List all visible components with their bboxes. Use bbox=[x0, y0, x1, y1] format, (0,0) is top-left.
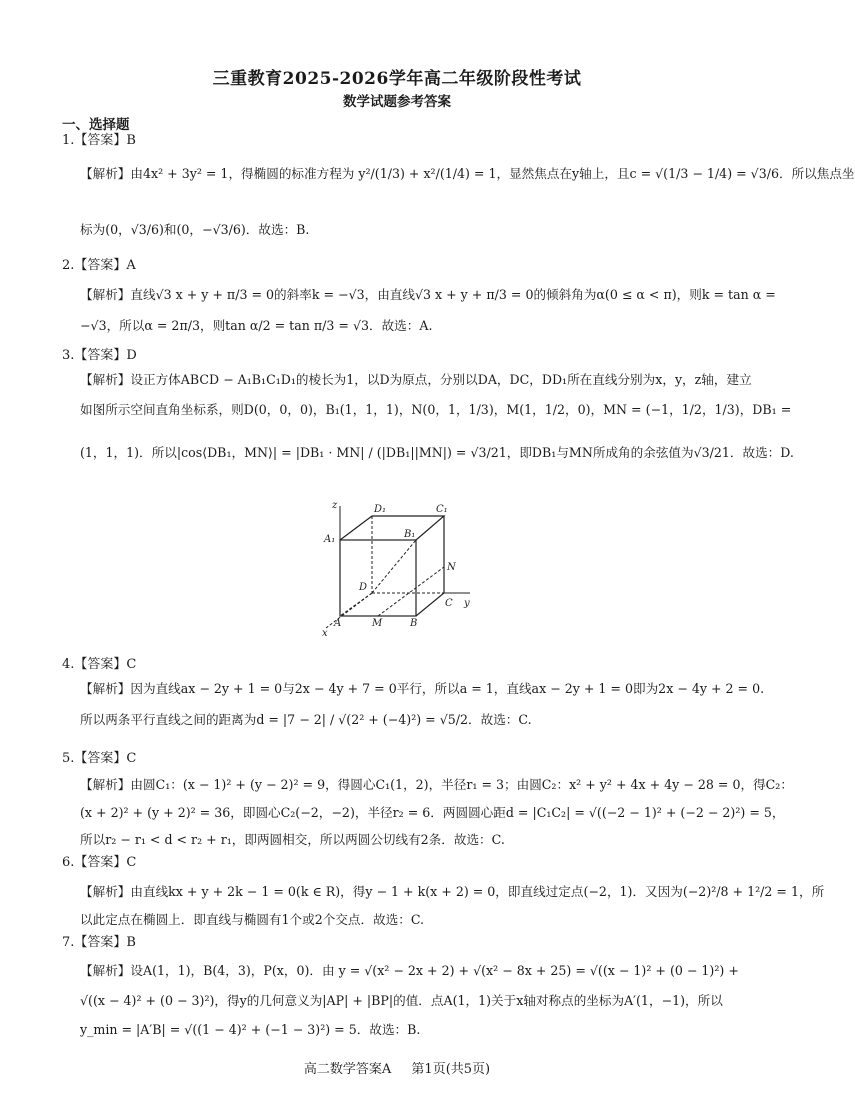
label-m: M bbox=[372, 618, 383, 629]
label-a1: A₁ bbox=[324, 534, 336, 545]
page-footer bbox=[0, 1058, 794, 1077]
top-face bbox=[340, 516, 444, 540]
explanation-7-line-1: 【解析】设A(1，1)，B(4，3)，P(x，0)．由 y = √(x² − 2x + 2) + √(x² − 8x + 25) = √((x − 1)² + (0 − 1)²) + bbox=[80, 963, 739, 978]
exam-subtitle: 数学试题参考答案 bbox=[343, 94, 451, 110]
label-y: y bbox=[464, 598, 470, 609]
footer-exam-name: 高二数学答案A bbox=[303, 1062, 392, 1077]
explanation-3-line-1: 【解析】设正方体ABCD − A₁B₁C₁D₁的棱长为1，以D为原点，分别以DA，DC，DD₁所在直线分别为x，y，z轴，建立 bbox=[80, 372, 752, 387]
label-c1: C₁ bbox=[436, 504, 448, 515]
explanation-7-line-3: y_min = |A′B| = √((1 − 4)² + (−1 − 3)²) = 5．故选：B. bbox=[80, 1022, 421, 1037]
explanation-7-line-2: √((x − 4)² + (0 − 3)²)，得y的几何意义为|AP| + |BP|的值．点A(1，1)关于x轴对称点的坐标为A′(1，−1)，所以 bbox=[80, 993, 723, 1008]
explanation-5-line-3: 所以r₂ − r₁ < d < r₂ + r₁，即两圆相交，所以两圆公切线有2条．故选：C. bbox=[80, 832, 505, 847]
label-a: A bbox=[334, 618, 342, 629]
label-c: C bbox=[445, 598, 453, 609]
explanation-2-line-1: 【解析】直线√3 x + y + π/3 = 0的斜率k = −√3，由直线√3 x + y + π/3 = 0的倾斜角为α(0 ≤ α < π)，则k = tan α = bbox=[80, 287, 776, 302]
label-n: N bbox=[447, 562, 456, 573]
explanation-2-line-2: −√3，所以α = 2π/3，则tan α/2 = tan π/3 = √3．故选：A. bbox=[80, 318, 433, 333]
explanation-6-line-1: 【解析】由直线kx + y + 2k − 1 = 0(k ∈ R)，得y − 1 + k(x + 2) = 0，即直线过定点(−2，1)．又因为(−2)²/8 + 1²/2 = 1，所 bbox=[80, 884, 825, 899]
explanation-3-line-3: (1，1，1)．所以|cos⟨DB₁，MN⟩| = |DB₁ · MN| / (|DB₁||MN|) = √3/21，即DB₁与MN所成角的余弦值为√3/21．故选：D. bbox=[80, 445, 794, 460]
label-b: B bbox=[410, 618, 418, 629]
label-z: z bbox=[332, 500, 338, 511]
answer-2: 2.【答案】A bbox=[62, 258, 136, 273]
hidden-edge-da bbox=[340, 593, 372, 616]
explanation-4-line-2: 所以两条平行直线之间的距离为d = |7 − 2| / √(2² + (−4)²) = √5/2．故选：C. bbox=[80, 712, 532, 727]
label-b1: B₁ bbox=[404, 529, 416, 540]
x-axis bbox=[326, 593, 372, 628]
explanation-5-line-2: (x + 2)² + (y + 2)² = 36，即圆心C₂(−2，−2)，半径r₂ = 6．两圆圆心距d = |C₁C₂| = √((−2 − 1)² + (−2 − 2)²) = 5， bbox=[80, 805, 785, 820]
answer-1: 1.【答案】B bbox=[62, 133, 136, 148]
explanation-5-line-1: 【解析】由圆C₁：(x − 1)² + (y − 2)² = 9，得圆心C₁(1，2)，半径r₁ = 3；由圆C₂：x² + y² + 4x + 4y − 28 = 0，得C₂： bbox=[80, 777, 793, 792]
answer-3: 3.【答案】D bbox=[62, 348, 137, 363]
front-face bbox=[340, 540, 416, 616]
explanation-1-line-1: 【解析】由4x² + 3y² = 1，得椭圆的标准方程为 y²/(1/3) + x²/(1/4) = 1，显然焦点在y轴上，且c = √(1/3 − 1/4) = √3/6．所以焦点坐 bbox=[80, 166, 855, 181]
segment-mn bbox=[378, 567, 444, 616]
right-face bbox=[416, 516, 444, 616]
section-title: 一、选择题 bbox=[62, 117, 130, 133]
label-x: x bbox=[322, 628, 328, 639]
footer-page-number: 第1页(共5页) bbox=[411, 1062, 491, 1077]
explanation-3-line-2: 如图所示空间直角坐标系，则D(0，0，0)，B₁(1，1，1)，N(0，1，1/3)，M(1，1/2，0)，MN = (−1，1/2，1/3)，DB₁ = bbox=[80, 402, 792, 417]
answer-4: 4.【答案】C bbox=[62, 657, 137, 672]
explanation-6-line-2: 以此定点在椭圆上．即直线与椭圆有1个或2个交点．故选：C. bbox=[80, 912, 425, 927]
diagonal-db1 bbox=[372, 540, 416, 593]
answer-7: 7.【答案】B bbox=[62, 935, 136, 950]
explanation-4-line-1: 【解析】因为直线ax − 2y + 1 = 0与2x − 4y + 7 = 0平行，所以a = 1，直线ax − 2y + 1 = 0即为2x − 4y + 2 = 0. bbox=[80, 681, 765, 696]
answer-6: 6.【答案】C bbox=[62, 855, 137, 870]
label-d: D bbox=[359, 582, 368, 593]
label-d1: D₁ bbox=[374, 504, 387, 515]
explanation-1-line-2: 标为(0，√3/6)和(0，−√3/6)．故选：B. bbox=[80, 222, 310, 237]
cube-diagram bbox=[312, 498, 482, 638]
exam-title: 三重教育2025-2026学年高二年级阶段性考试 bbox=[212, 69, 582, 89]
answer-5: 5.【答案】C bbox=[62, 751, 137, 766]
